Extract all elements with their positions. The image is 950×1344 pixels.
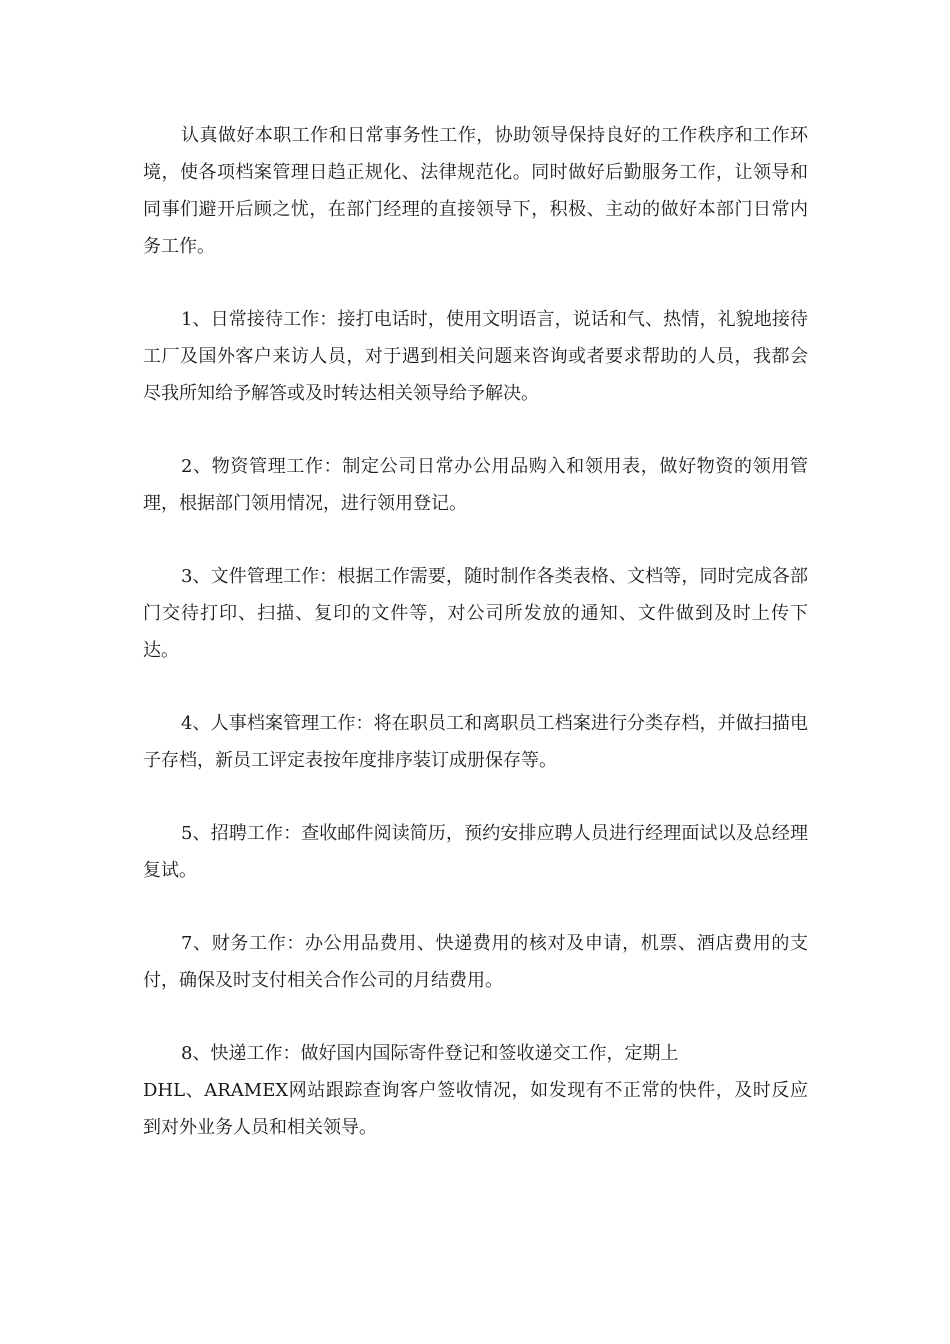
document-body [143, 117, 808, 1182]
item-materials: 2、物资管理工作：制定公司日常办公用品购入和领用表，做好物资的领用管理，根据部门领用情况，进行领用登记。 [143, 456, 808, 514]
item-personnel-files: 4、人事档案管理工作：将在职员工和离职员工档案进行分类存档，并做扫描电子存档，新员工评定表按年度排序装订成册保存等。 [143, 713, 808, 771]
item-express [143, 1035, 808, 1146]
intro-paragraph: 认真做好本职工作和日常事务性工作，协助领导保持良好的工作秩序和工作环境，使各项档案管理日趋正规化、法律规范化。同时做好后勤服务工作，让领导和同事们避开后顾之忧，在部门经理的直接领导下，积极、主动的做好本部门日常内务工作。 [143, 125, 808, 257]
item-recruitment: 5、招聘工作：查收邮件阅读简历，预约安排应聘人员进行经理面试以及总经理复试。 [143, 823, 808, 881]
item-express-line-2: DHL、ARAMEX网站跟踪查询客户签收情况，如发现有不正常的快件，及时反应到对外业务人员和相关领导。 [143, 1080, 808, 1138]
item-documents: 3、文件管理工作：根据工作需要，随时制作各类表格、文档等，同时完成各部门交待打印、扫描、复印的文件等，对公司所发放的通知、文件做到及时上传下达。 [143, 566, 808, 661]
item-express-line-1: 8、快递工作：做好国内国际寄件登记和签收递交工作，定期上 [181, 1043, 679, 1064]
item-finance: 7、财务工作：办公用品费用、快递费用的核对及申请，机票、酒店费用的支付，确保及时支付相关合作公司的月结费用。 [143, 933, 808, 991]
item-reception: 1、日常接待工作：接打电话时，使用文明语言，说话和气、热情，礼貌地接待工厂及国外客户来访人员，对于遇到相关问题来咨询或者要求帮助的人员，我都会尽我所知给予解答或及时转达相关领导给予解决。 [143, 309, 808, 404]
